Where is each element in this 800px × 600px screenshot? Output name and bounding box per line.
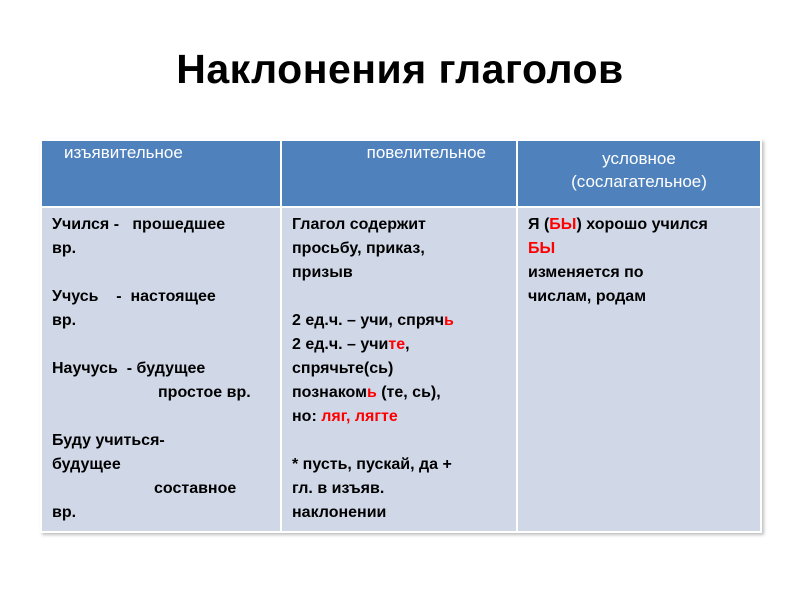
table-row <box>41 207 761 532</box>
table-header-row <box>41 140 761 207</box>
particle-by-highlight: БЫ <box>528 240 556 257</box>
cell-indicative <box>41 207 281 532</box>
conditional-line: числам, родам <box>528 288 647 305</box>
imperative-ending-highlight: ь <box>444 312 454 329</box>
header-conditional <box>517 140 761 207</box>
imperative-text: 2 ед.ч. – учи, спряч <box>292 312 445 329</box>
imperative-exception-highlight: ляг, лягте <box>321 408 398 425</box>
imperative-line <box>292 309 508 333</box>
imperative-text: но: <box>292 408 322 425</box>
imperative-text: , <box>405 336 410 353</box>
cell-imperative <box>281 207 517 532</box>
imperative-ending-highlight: те <box>388 336 406 353</box>
cell-conditional <box>517 207 761 532</box>
imperative-ending-highlight: ь <box>366 384 377 401</box>
indicative-line: простое вр. <box>158 384 251 401</box>
header-imperative: повелительное <box>281 140 517 207</box>
imperative-text: (те, сь), <box>376 384 441 401</box>
imperative-text: познаком <box>292 384 367 401</box>
conditional-line: изменяется по <box>528 264 644 281</box>
header-conditional-line1: условное <box>602 149 676 168</box>
conditional-line <box>528 213 752 237</box>
indicative-line: Научусь - будущее <box>52 360 206 377</box>
imperative-line: Глагол содержит <box>292 216 426 233</box>
imperative-line: спрячьте(сь) <box>292 360 394 377</box>
imperative-line: наклонении <box>292 504 387 521</box>
verb-moods-table <box>40 139 762 533</box>
indicative-line: Учусь - настоящее <box>52 288 216 305</box>
imperative-text: 2 ед.ч. – учи <box>292 336 389 353</box>
header-conditional-line2: (сослагательное) <box>571 172 707 191</box>
conditional-text: Я ( <box>528 216 550 233</box>
imperative-line <box>292 381 508 405</box>
particle-by-highlight: БЫ <box>549 216 577 233</box>
imperative-line: гл. в изъяв. <box>292 480 385 497</box>
indicative-line: вр. <box>52 504 77 521</box>
indicative-line: составное <box>154 480 237 497</box>
page-title: Наклонения глаголов <box>176 46 624 92</box>
imperative-line <box>292 333 508 357</box>
imperative-line: * пусть, пускай, да + <box>292 456 452 473</box>
imperative-line: призыв <box>292 264 353 281</box>
imperative-line <box>292 405 508 429</box>
indicative-line: вр. <box>52 312 77 329</box>
indicative-line: Учился - прошедшее <box>52 216 226 233</box>
indicative-line: будущее <box>52 456 121 473</box>
imperative-line: просьбу, приказ, <box>292 240 425 257</box>
conditional-text: ) хорошо учился <box>576 216 708 233</box>
header-indicative: изъявительное <box>41 140 281 207</box>
indicative-line: Буду учиться- <box>52 432 165 449</box>
indicative-line: вр. <box>52 240 77 257</box>
